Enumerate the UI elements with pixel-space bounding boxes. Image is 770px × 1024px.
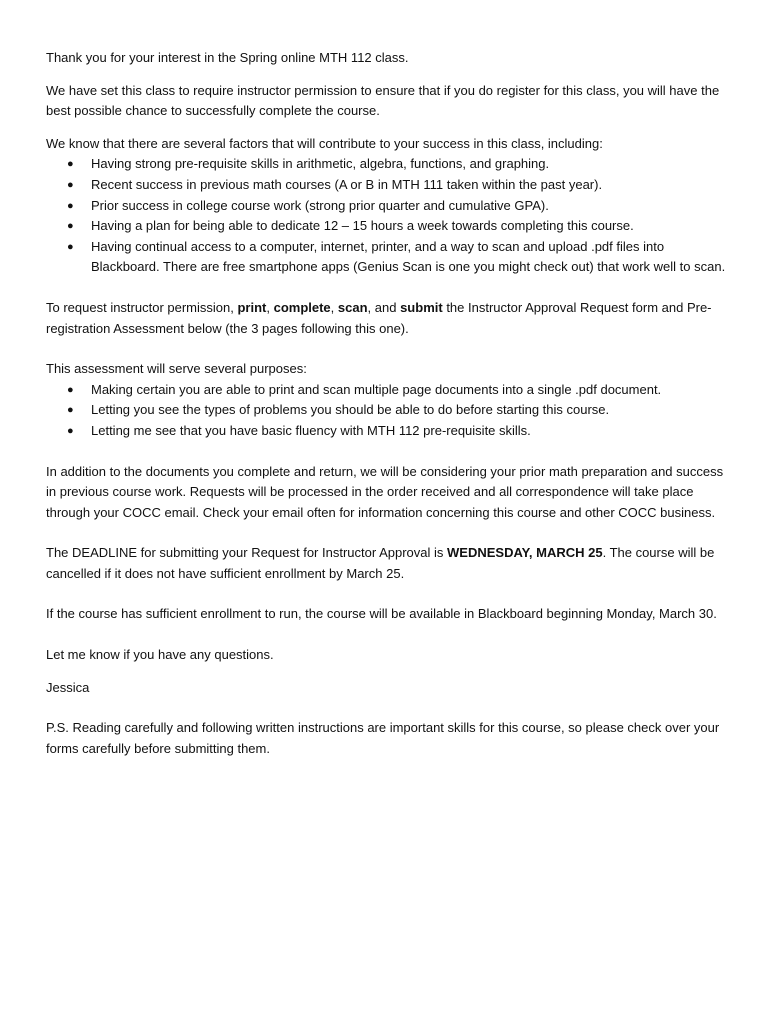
- list-item: ● Having a plan for being able to dedicate 12 – 15 hours a week towards completing this course.: [46, 216, 736, 237]
- bullet-icon: ●: [67, 424, 74, 437]
- deadline-date: WEDNESDAY, MARCH 25: [447, 545, 603, 561]
- list-item: ● Letting me see that you have basic fluency with MTH 112 pre-requisite skills.: [46, 421, 736, 442]
- enrollment-paragraph: If the course has sufficient enrollment to run, the course will be available in Blackboard beginning Monday, March 30.: [46, 606, 717, 622]
- success-factors-intro: We know that there are several factors that will contribute to your success in this class, including:: [46, 135, 603, 151]
- bullet-icon: ●: [67, 383, 74, 396]
- permission-paragraph: We have set this class to require instructor permission to ensure that if you do register for this class, you will have the best possible chance to successfully complete the course.: [46, 82, 720, 119]
- bullet-icon: ●: [67, 199, 74, 212]
- request-instructions-paragraph: To request instructor permission, print, complete, scan, and submit the Instructor Approval Request form and Pre-registration Assessment below (the 3 pages following this one).: [46, 299, 712, 336]
- deadline-paragraph: The DEADLINE for submitting your Request for Instructor Approval is WEDNESDAY, MARCH 25. The course will be cancelled if it does not have sufficient enrollment by March 25.: [46, 545, 715, 581]
- list-item: ● Having strong pre-requisite skills in arithmetic, algebra, functions, and graphing.: [46, 154, 736, 175]
- consideration-paragraph: In addition to the documents you complete and return, we will be considering your prior math preparation and success in previous course work. Requests will be processed in the order received and all correspondence will take place through your COCC email. Check your email often for information concerning this course and other COCC business.: [46, 463, 724, 520]
- list-item: ● Prior success in college course work (strong prior quarter and cumulative GPA).: [46, 196, 736, 217]
- signature: Jessica: [46, 679, 90, 695]
- bullet-icon: ●: [67, 178, 74, 191]
- scan-keyword: scan: [337, 299, 368, 315]
- bullet-icon: ●: [67, 240, 74, 253]
- bullet-icon: ●: [67, 404, 74, 417]
- assessment-purposes-intro: This assessment will serve several purposes:: [46, 361, 307, 377]
- intro-paragraph: Thank you for your interest in the Spring online MTH 112 class.: [46, 50, 409, 65]
- submit-keyword: submit: [400, 299, 443, 315]
- list-item: ● Having continual access to a computer, internet, printer, and a way to scan and upload .pdf files into Blackboard. There are free smartphone apps (Genius Scan is one you might check out) that work well to scan.: [67, 238, 726, 275]
- questions-paragraph: Let me know if you have any questions.: [46, 647, 274, 663]
- list-item: ● Letting you see the types of problems you should be able to do before starting this course.: [46, 400, 736, 421]
- print-keyword: print: [237, 299, 267, 315]
- list-item: ● Making certain you are able to print and scan multiple page documents into a single .pdf document.: [46, 380, 736, 401]
- letter-body: [46, 48, 736, 759]
- list-item: ● Recent success in previous math courses (A or B in MTH 111 taken within the past year).: [46, 175, 736, 196]
- bullet-icon: ●: [67, 158, 74, 171]
- complete-keyword: complete: [273, 299, 331, 315]
- postscript: P.S. Reading carefully and following written instructions are important skills for this course, so please check over your forms carefully before submitting them.: [46, 720, 720, 756]
- bullet-icon: ●: [67, 220, 74, 233]
- success-factors-list: [46, 154, 736, 278]
- assessment-purposes-list: [46, 380, 736, 442]
